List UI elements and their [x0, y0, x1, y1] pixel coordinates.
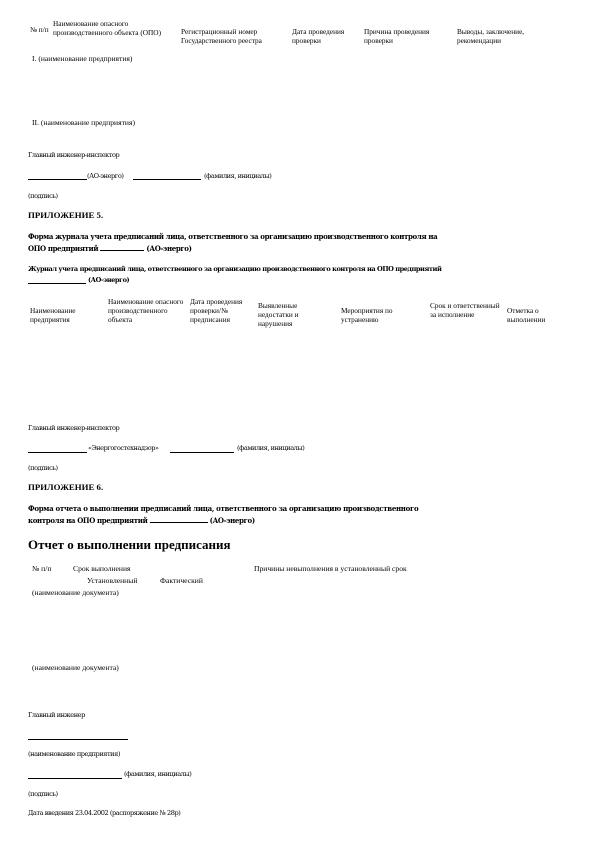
- app6-doc-name-1: (наименование документа): [32, 588, 119, 597]
- app5-header-mark: Отметка о выполнении: [507, 306, 546, 324]
- app5-heading: ПРИЛОЖЕНИЕ 5.: [28, 210, 104, 220]
- app5-header-object: Наименование опасного производственного объекта: [108, 297, 184, 324]
- sign2-signature-label: (подпись): [28, 464, 58, 472]
- table1-row-company-1: I. (наименование предприятия): [32, 54, 133, 63]
- sign1-blank-1: [28, 179, 87, 180]
- app6-sub-set: Установленный: [87, 576, 138, 585]
- sign3-signature-label: (подпись): [28, 790, 58, 798]
- app6-title-line2a: контроля на ОПО предприятий: [28, 516, 148, 525]
- sign3-blank-fio: [28, 778, 122, 779]
- sign2-blank-2: [170, 452, 234, 453]
- app5-title-line2a: ОПО предприятий: [28, 244, 99, 253]
- app5-header-date: Дата проведения проверки/№ предписания: [190, 297, 243, 324]
- app6-col-num: № п/п: [32, 564, 52, 573]
- sign1-signature-label: (подпись): [28, 192, 58, 200]
- sign1-fio-label: (фамилия, инициалы): [204, 172, 272, 180]
- table1-header-regnum: Регистрационный номер Государственного реестра: [181, 27, 262, 45]
- sign3-fio-label: (фамилия, инициалы): [124, 770, 192, 778]
- sign1-chief-label: Главный инженер-инспектор: [28, 151, 120, 159]
- table1-header-date: Дата проведения проверки: [292, 27, 345, 45]
- app6-title-blank: [150, 516, 208, 523]
- sign2-fio-label: (фамилия, инициалы): [237, 444, 305, 452]
- sign3-date: Дата введения 23.04.2002 (распоряжение № 28р): [28, 809, 181, 817]
- app6-col-term: Срок выполнения: [73, 564, 131, 573]
- sign1-org-label: (АО-энерго): [87, 172, 124, 180]
- app5-header-measures: Мероприятия по устранению: [341, 306, 393, 324]
- app6-heading: ПРИЛОЖЕНИЕ 6.: [28, 482, 104, 492]
- table1-header-num: № п/п: [30, 25, 49, 34]
- app6-title-line2: [28, 516, 255, 525]
- sign3-blank-company: [28, 739, 128, 740]
- app5-header-term: Срок и ответственный за исполнение: [430, 301, 500, 319]
- app5-title-blank: [100, 244, 144, 251]
- app5-journal-blank: [28, 283, 86, 284]
- app6-sub-actual: Фактический: [160, 576, 203, 585]
- app6-report-title: Отчет о выполнении предписания: [28, 537, 231, 552]
- app6-title-line2b: (АО-энерго): [209, 516, 255, 525]
- table1-header-reason: Причина проведения проверки: [364, 27, 430, 45]
- app5-title-line1: Форма журнала учета предписаний лица, ответственного за организацию производственного контроля на: [28, 232, 438, 241]
- app5-journal-line1: Журнал учета предписаний лица, ответственного за организацию производственного контроля на ОПО предприятий: [28, 265, 442, 273]
- app5-header-company: Наименование предприятия: [30, 306, 76, 324]
- sign3-company-label: (наименование предприятия): [28, 750, 120, 758]
- table1-header-object: Наименование опасного производственного объекта (ОПО): [53, 19, 161, 37]
- table1-row-company-2: II. (наименование предприятия): [32, 118, 135, 127]
- sign3-chief-label: Главный инженер: [28, 711, 85, 719]
- app6-col-reason: Причины невыполнения в установленный срок: [254, 564, 407, 573]
- table1-header-conclusions: Выводы, заключение, рекомендации: [457, 27, 525, 45]
- app6-doc-name-2: (наименование документа): [32, 663, 119, 672]
- app6-title-line1: Форма отчета о выполнении предписаний лица, ответственного за организацию производственного: [28, 504, 419, 513]
- app5-journal-line2: (АО-энерго): [88, 276, 130, 284]
- sign2-blank-1: [28, 452, 87, 453]
- sign2-org-label: «Энергогостехнадзор»: [88, 444, 159, 452]
- app5-title-line2b: (АО-энерго): [146, 244, 192, 253]
- sign2-chief-label: Главный инженер-инспектор: [28, 424, 120, 432]
- sign1-blank-2: [133, 179, 201, 180]
- app5-header-violations: Выявленные недостатки и нарушения: [258, 301, 299, 328]
- app5-title-line2: [28, 244, 192, 253]
